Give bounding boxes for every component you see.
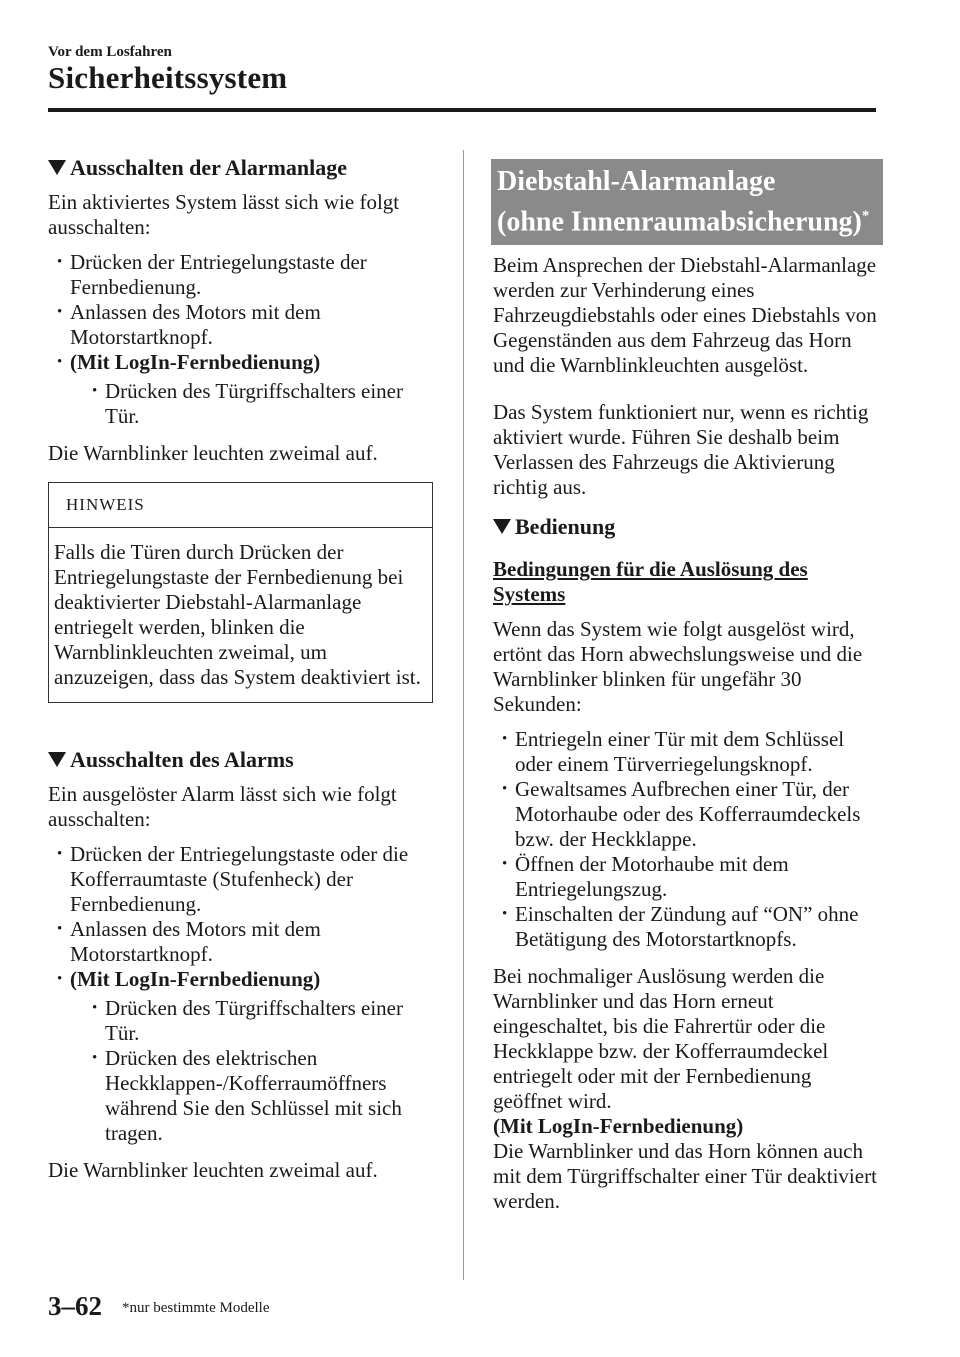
list-item: • Öffnen der Motorhaube mit dem Entriegelungszug. <box>493 852 883 902</box>
paragraph: Ein aktiviertes System lässt sich wie folgt ausschalten: <box>48 190 400 239</box>
section-subtitle: Vor dem Losfahren <box>48 44 172 60</box>
sub-bullet-list <box>70 379 438 429</box>
banner-line <box>497 199 877 239</box>
note-box <box>48 482 433 703</box>
page-number: 3–62 <box>48 1291 102 1321</box>
list-item: • Drücken des elektrischen Heckklappen-/Kofferraumöffners während Sie den Schlüssel mit sich tragen. <box>70 1046 438 1146</box>
bullet-list <box>493 727 883 952</box>
list-item: • Drücken der Entriegelungstaste oder die Kofferraumtaste (Stufenheck) der Fernbedienung. <box>48 842 438 917</box>
right-column <box>493 155 883 1224</box>
heading-bedienung <box>493 514 883 539</box>
footnote: *nur bestimmte Modelle <box>122 1300 270 1316</box>
note-heading: HINWEIS <box>49 483 432 528</box>
paragraph: Beim Ansprechen der Diebstahl-Alarmanlage werden zur Verhinderung eines Fahrzeugdiebstahls oder eines Diebstahls von Gegenständen aus dem Fahrzeug das Horn und die Warnblinkleuchten ausgelöst. <box>493 253 877 378</box>
paragraph: Wenn das System wie folgt ausgelöst wird, ertönt das Horn abwechslungsweise und die Warnblinker blinken für ungefähr 30 Sekunden: <box>493 617 863 717</box>
heading-ausschalten-alarmanlage <box>48 155 438 180</box>
heading-text: Bedienung <box>515 514 616 540</box>
header-rule <box>48 108 876 112</box>
banner-line: Diebstahl-Alarmanlage <box>497 166 776 197</box>
subheading: Bedingungen für die Auslösung des Systems <box>493 557 808 607</box>
list-item: • Drücken des Türgriffschalters einer Tür. <box>70 379 438 429</box>
paragraph: Die Warnblinker leuchten zweimal auf. <box>48 441 378 465</box>
list-item: • Entriegeln einer Tür mit dem Schlüssel oder einem Türverriegelungsknopf. <box>493 727 883 777</box>
bold-label: (Mit LogIn-Fernbedienung) <box>493 1114 744 1139</box>
paragraph: Die Warnblinker und das Horn können auch mit dem Türgriffschalter einer Tür deaktiviert werden. <box>493 1139 877 1214</box>
list-item: • Anlassen des Motors mit dem Motorstartknopf. <box>48 300 438 350</box>
column-divider <box>463 150 464 1280</box>
footnote-mark: * <box>861 208 870 224</box>
banner-line-text: (ohne Innenraumabsicherung) <box>497 206 862 238</box>
heading-text: Ausschalten der Alarmanlage <box>70 155 348 180</box>
list-item <box>48 967 438 1146</box>
list-item: • Drücken des Türgriffschalters einer Tür. <box>70 996 438 1046</box>
paragraph: Die Warnblinker leuchten zweimal auf. <box>48 1158 378 1182</box>
list-item: • Drücken der Entriegelungstaste der Fernbedienung. <box>48 250 438 300</box>
paragraph: Das System funktioniert nur, wenn es richtig aktiviert wurde. Führen Sie deshalb beim Verlassen des Fahrzeugs die Aktivierung richtig aus. <box>493 400 869 500</box>
list-item-bold: (Mit LogIn-Fernbedienung) <box>70 350 321 374</box>
paragraph: Bei nochmaliger Auslösung werden die Warnblinker und das Horn erneut eingeschaltet, bis die Fahrertür oder die Heckklappe bzw. der Kofferraumdeckel entriegelt oder mit der Fernbedienung geöffnet wird. <box>493 964 829 1114</box>
bullet-list <box>48 250 438 429</box>
heading-ausschalten-alarms <box>48 747 438 772</box>
list-item: • Einschalten der Zündung auf “ON” ohne Betätigung des Motorstartknopfs. <box>493 902 883 952</box>
list-item-bold: (Mit LogIn-Fernbedienung) <box>70 967 321 991</box>
triangle-down-icon <box>48 160 66 175</box>
paragraph: Ein ausgelöster Alarm lässt sich wie folgt ausschalten: <box>48 782 397 831</box>
list-item: • Anlassen des Motors mit dem Motorstartknopf. <box>48 917 438 967</box>
bullet-list <box>48 842 438 1146</box>
sub-bullet-list <box>70 996 438 1146</box>
page-title: Sicherheitssystem <box>48 60 288 95</box>
note-text: Falls die Türen durch Drücken der Entriegelungstaste der Fernbedienung bei deaktivierter Diebstahl-Alarmanlage entriegelt werden, blinken die Warnblinkleuchten zweimal, um anzuzeigen, dass das System deaktiviert ist. <box>54 540 421 689</box>
left-column <box>48 155 438 1193</box>
triangle-down-icon <box>493 519 511 534</box>
section-banner <box>491 159 883 245</box>
heading-text: Ausschalten des Alarms <box>70 747 294 772</box>
list-item: • Gewaltsames Aufbrechen einer Tür, der Motorhaube oder des Kofferraumdeckels bzw. der Heckklappe. <box>493 777 883 852</box>
triangle-down-icon <box>48 752 66 767</box>
list-item <box>48 350 438 429</box>
